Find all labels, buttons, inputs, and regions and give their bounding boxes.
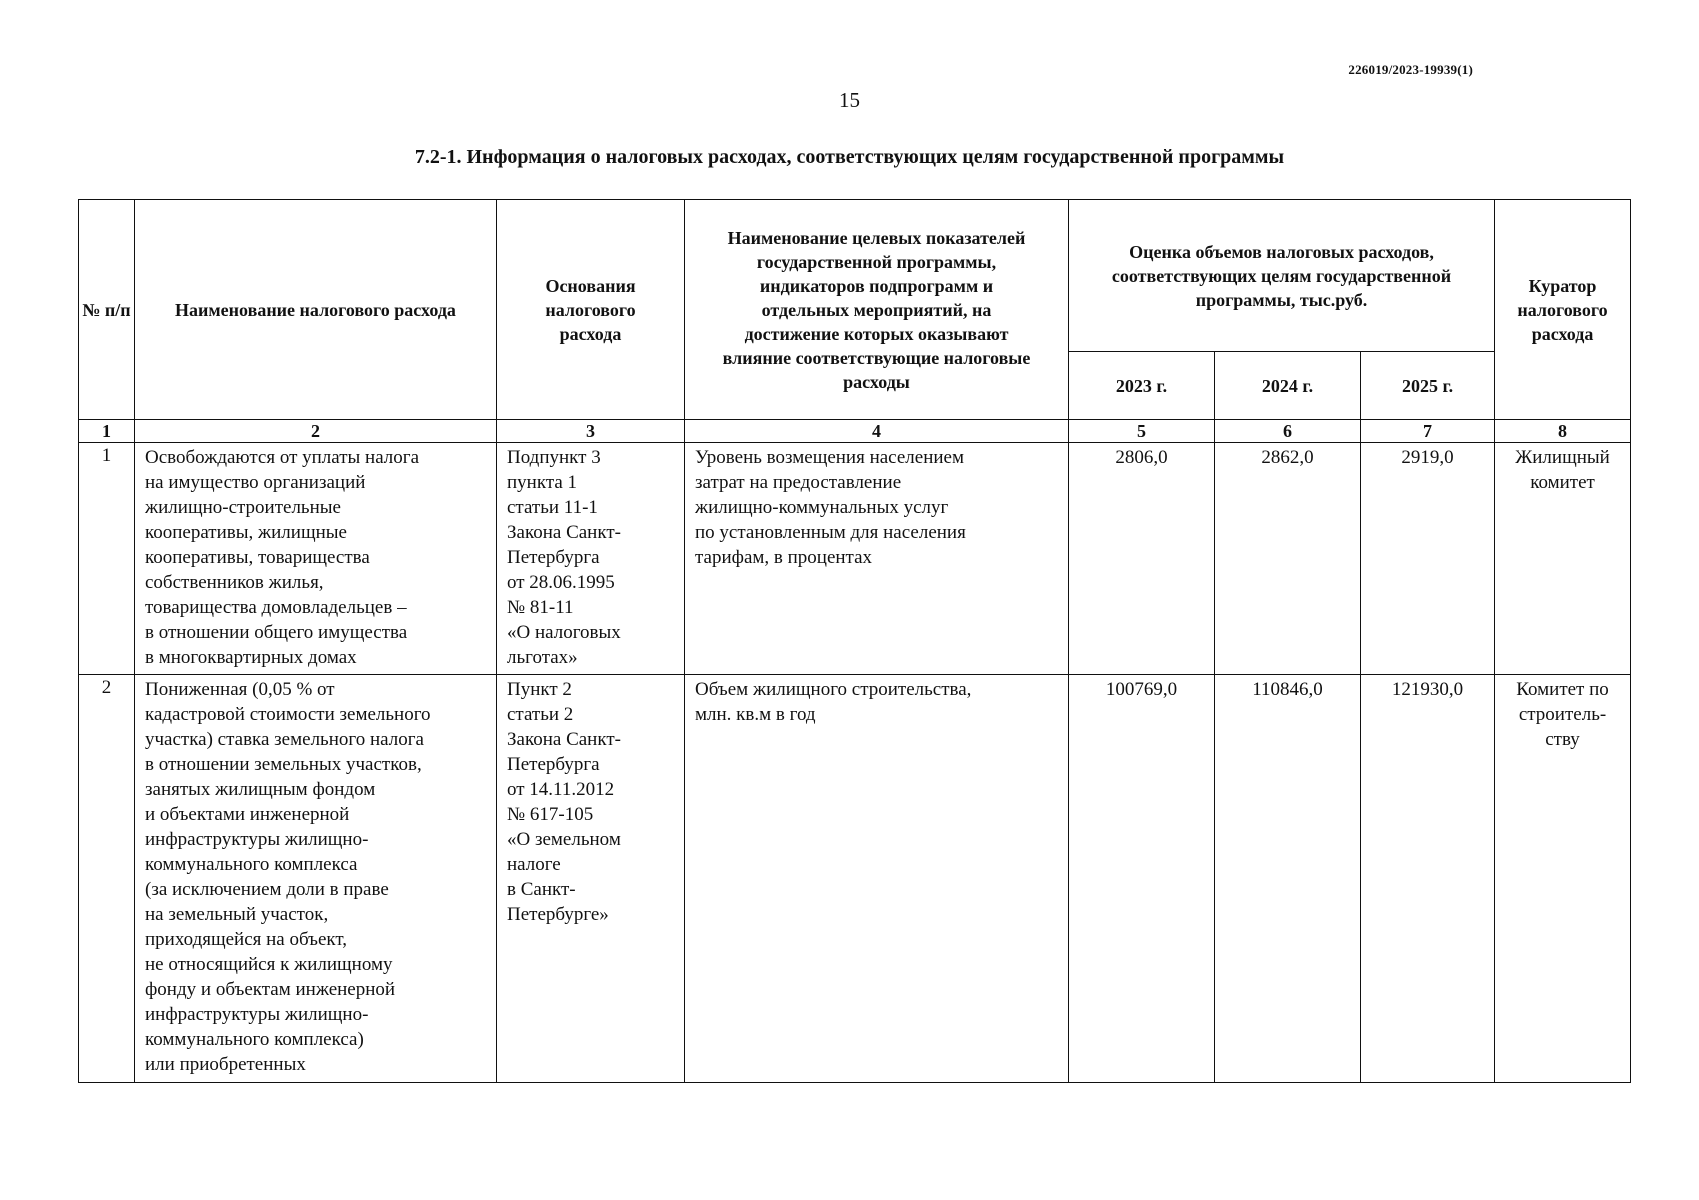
column-number: 4 [685,420,1069,443]
header-year-2025: 2025 г. [1361,352,1495,420]
cell-line: налоге [507,854,561,875]
cell-line: собственников жилья, [145,572,324,593]
table-row [79,675,1631,1083]
value-2023: 2806,0 [1069,443,1215,675]
header-target-indicators: Наименование целевых показателей государственной программы, индикаторов подпрограмм и отдельных мероприятий, на достижение которых оказывают влияние соответствующие налоговые расходы [685,200,1069,420]
cell-line: Закона Санкт- [507,729,621,750]
cell-line: Пункт 2 [507,679,572,700]
cell-line: № 617-105 [507,804,594,825]
cell-line: пункта 1 [507,472,578,493]
target-indicator [685,443,1069,675]
row-index: 2 [79,675,135,1083]
value-2025: 2919,0 [1361,443,1495,675]
cell-line: или приобретенных [145,1054,306,1075]
header-row-number: № п/п [79,200,135,420]
cell-line: жилищно-строительные [145,497,341,518]
column-number-row [79,420,1631,443]
cell-line: Жилищный [1515,447,1610,468]
cell-line: от 14.11.2012 [507,779,615,800]
table-row [79,443,1631,675]
cell-line: Петербурга [507,547,600,568]
cell-line: строитель- [1518,704,1607,725]
cell-line: тарифам, в процентах [695,547,873,568]
cell-line: коммунального комплекса [145,854,358,875]
cell-line: инфраструктуры жилищно- [145,829,369,850]
column-number: 2 [135,420,497,443]
cell-line: в многоквартирных домах [145,647,357,668]
curator [1495,675,1631,1083]
value-2024: 2862,0 [1215,443,1361,675]
cell-line: Комитет по [1516,679,1609,700]
curator [1495,443,1631,675]
cell-line: кооперативы, жилищные [145,522,347,543]
document-registration-number: 226019/2023-19939(1) [1348,62,1473,77]
tax-expenditure-basis [497,675,685,1083]
cell-line: млн. кв.м в год [695,704,816,725]
cell-line: от 28.06.1995 [507,572,615,593]
cell-line: Объем жилищного строительства, [695,679,972,700]
cell-line: Петербурга [507,754,600,775]
cell-line: на земельный участок, [145,904,329,925]
cell-line: статьи 11-1 [507,497,598,518]
tax-expenditure-name [135,443,497,675]
cell-line: кадастровой стоимости земельного [145,704,431,725]
cell-line: Закона Санкт- [507,522,621,543]
cell-line: (за исключением доли в праве [145,879,389,900]
tax-expenditure-basis [497,443,685,675]
cell-line: кооперативы, товарищества [145,547,370,568]
header-year-2023: 2023 г. [1069,352,1215,420]
value-2024: 110846,0 [1215,675,1361,1083]
cell-line: затрат на предоставление [695,472,902,493]
cell-line: жилищно-коммунальных услуг [695,497,949,518]
value-2023: 100769,0 [1069,675,1215,1083]
cell-line: не относящийся к жилищному [145,954,393,975]
column-number: 8 [1495,420,1631,443]
cell-line: № 81-11 [507,597,574,618]
cell-line: участка) ставка земельного налога [145,729,424,750]
header-curator: Куратор налогового расхода [1495,200,1631,420]
cell-line: на имущество организаций [145,472,366,493]
value-2025: 121930,0 [1361,675,1495,1083]
column-number: 6 [1215,420,1361,443]
tax-expenditure-name [135,675,497,1083]
column-number: 5 [1069,420,1215,443]
cell-line: Пониженная (0,05 % от [145,679,335,700]
cell-line: в отношении земельных участков, [145,754,422,775]
header-tax-expenditure-basis: Основания налогового расхода [497,200,685,420]
target-indicator [685,675,1069,1083]
cell-line: статьи 2 [507,704,574,725]
tax-expenditure-table [78,199,1631,1083]
cell-line: занятых жилищным фондом [145,779,376,800]
table-title: 7.2-1. Информация о налоговых расходах, соответствующих целям государственной программы [414,146,1285,168]
cell-line: в Санкт- [507,879,576,900]
cell-line: коммунального комплекса) [145,1029,364,1050]
header-expenditure-estimate: Оценка объемов налоговых расходов, соответствующих целям государственной программы, тыс.руб. [1069,200,1495,352]
page-number: 15 [839,88,860,112]
cell-line: «О земельном [507,829,621,850]
cell-line: Подпункт 3 [507,447,601,468]
cell-line: в отношении общего имущества [145,622,408,643]
column-number: 7 [1361,420,1495,443]
column-number: 3 [497,420,685,443]
cell-line: фонду и объектам инженерной [145,979,396,1000]
header-tax-expenditure-name: Наименование налогового расхода [135,200,497,420]
cell-line: Петербурге» [507,904,609,925]
cell-line: инфраструктуры жилищно- [145,1004,369,1025]
cell-line: комитет [1530,472,1595,493]
cell-line: льготах» [507,647,578,668]
cell-line: ству [1545,729,1580,750]
cell-line: и объектами инженерной [145,804,350,825]
cell-line: приходящейся на объект, [145,929,348,950]
column-number: 1 [79,420,135,443]
header-year-2024: 2024 г. [1215,352,1361,420]
row-index: 1 [79,443,135,675]
cell-line: Уровень возмещения населением [695,447,964,468]
cell-line: Освобождаются от уплаты налога [145,447,420,468]
cell-line: по установленным для населения [695,522,966,543]
cell-line: «О налоговых [507,622,621,643]
cell-line: товарищества домовладельцев – [145,597,407,618]
